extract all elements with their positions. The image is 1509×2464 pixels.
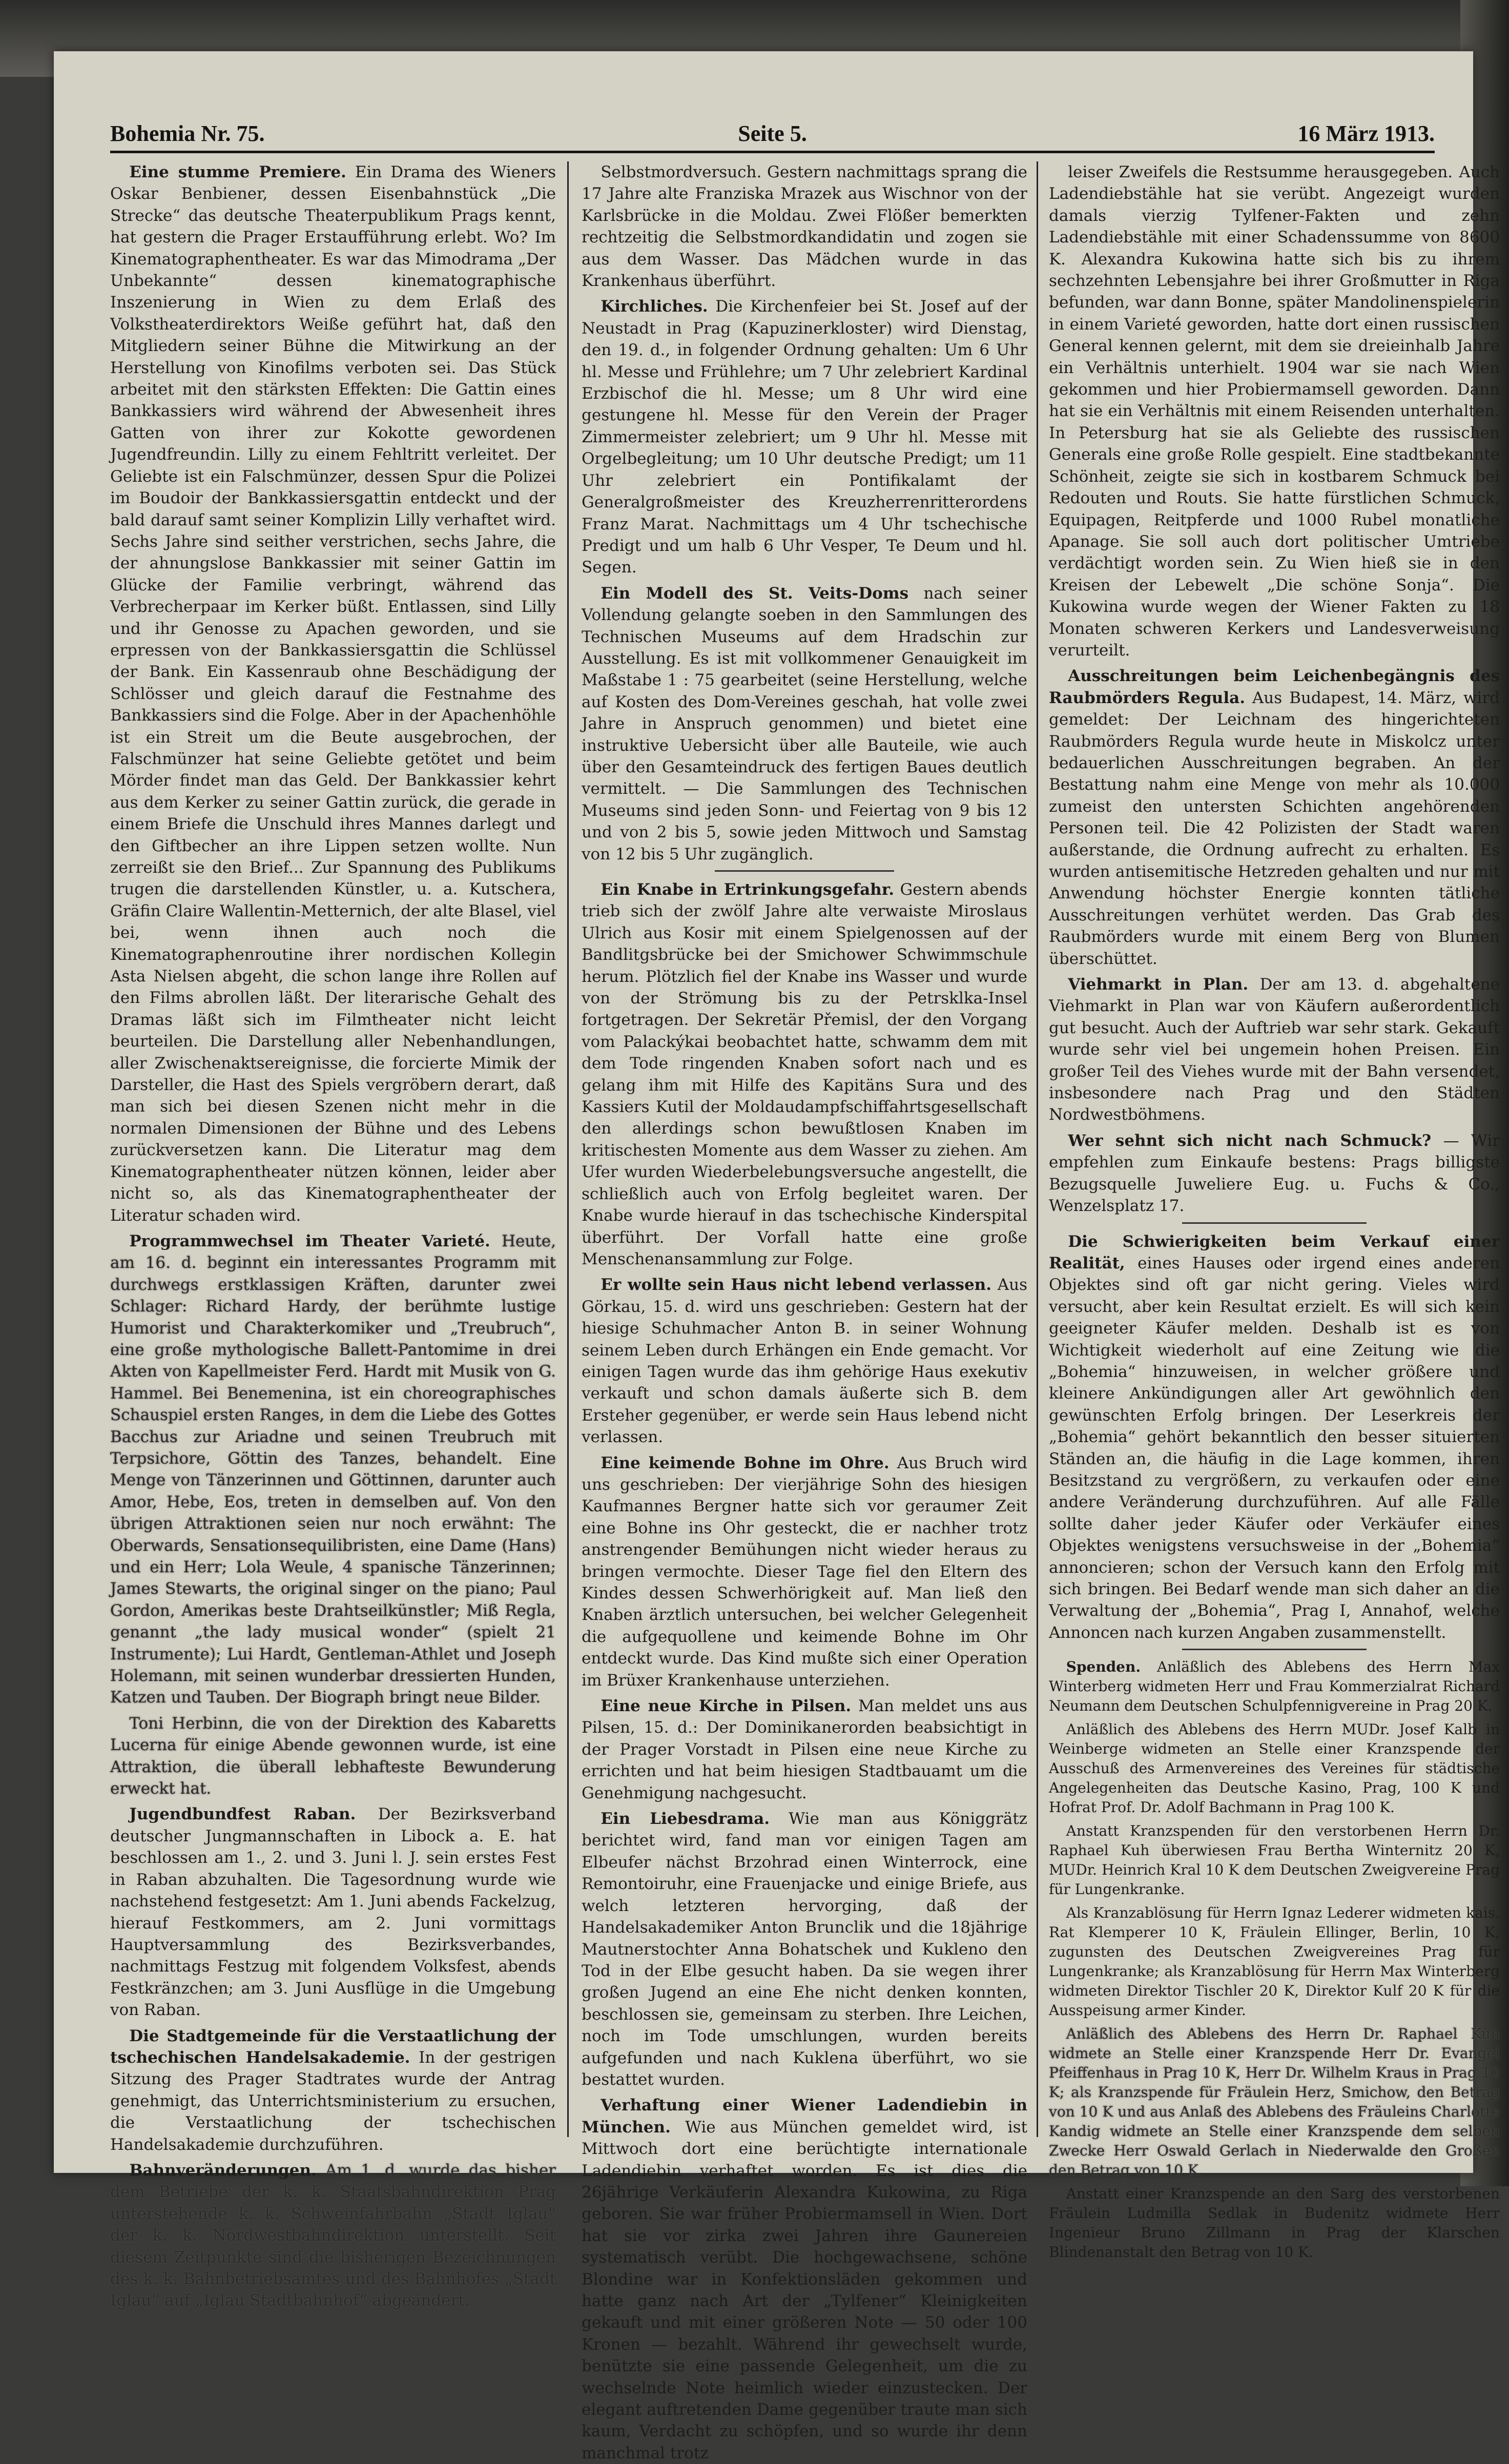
article (582, 2095, 1027, 2464)
article-title: Verhaftung einer Wiener Ladendiebin in München. (582, 2096, 1027, 2137)
article-text: In der gestrigen Sitzung des Prager Stadtrates wurde der Antrag genehmigt, das Unterrichtsministerium zu ersuchen, die Verstaatlichung der tschechischen Handelsakademie durchzuführen. (110, 2048, 556, 2154)
article (582, 1808, 1027, 2090)
newspaper-page (54, 51, 1500, 2462)
page-header (110, 118, 1435, 153)
article-text: Aus Budapest, 14. März, wird gemeldet: Der Leichnam des hingerichteten Raubmörders Regula wurde heute in Miskolcz unter bedauerlichen Ausschreitungen begraben. An der Bestattung nahm eine Menge von mehr als 10.000 zumeist den untersten Schichten angehörenden Personen teil. Die 42 Polizisten der Stadt waren außerstande, die Ordnung aufrecht zu erhalten. Es wurden antisemitische Hetzreden gehalten und nur mit Anwendung höchster Energie konnten tätliche Ausschreitungen verhütet werden. Das Grab des Raubmörders wurde mit einem Berg von Blumen überschüttet. (1049, 688, 1500, 968)
column-right (1049, 161, 1500, 2261)
article-text: Heute, am 16. d. beginnt ein interessantes Programm mit durchwegs erstklassigen Kräften, darunter zwei Schlager: Richard Hardy, der berühmte lustige Humorist und Charakterkomiker und „Treubruch“, eine große mythologische Ballett-Pantomime in drei Akten von Kapellmeister Ferd. Hardt mit Musik von G. Hammel. Bei Benemenina, ist ein choreographisches Schauspiel ersten Ranges, in dem die Liebe des Gottes Bacchus zur Ariadne und seinen Treubruch mit Terpsichore, Göttin des Tanzes, behandelt. Eine Menge von Tänzerinnen und Göttinnen, darunter auch Amor, Hebe, Eos, treten in demselben auf. Von den übrigen Attraktionen seien nur noch erwähnt: The Oberwards, Sensationsequilibristen, eine Dame (Hans) und ein Herr; Lola Weule, 4 spanische Tänzerinnen; James Stewarts, the original singer on the piano; Paul Gordon, Amerikas beste Drahtseilkünstler; Miß Regla, genannt „the lady musical wonder“ (spielt 21 Instrumente); Lui Hardt, Gentleman-Athlet und Joseph Holemann, mit seinen wunderbar dressierten Hunden, Katzen und Tauben. Der Biograph bringt neue Bilder. (110, 1231, 556, 1707)
article (110, 2160, 556, 2312)
article-title: Ein Modell des St. Veits-Doms (601, 584, 909, 603)
donation-notice (1049, 1903, 1500, 2020)
article-text: Der am 13. d. abgehaltene Viehmarkt in Plan war von Käufern außerordentlich gut besucht. Auch der Auftrieb war sehr stark. Gekauft wurde sehr viel bei ungemein hohen Preisen. Ein großer Teil des Viehes wurde mit der Bahn versendet, insbesondere nach Prag und den Städten Nordwestböhmens. (1049, 975, 1500, 1124)
article-text: Am 1. d. wurde das bisher dem Betriebe der k. k. Staatsbahndirektion Prag unterstehende k. k. Schweinfahrbahn „Stadt Iglau“ der k. k. Nordwestbahndirektion unterstellt. Seit diesem Zeitpunkte sind die bisherigen Bezeichnungen des k. k. Bahnbetriebsamtes und des Bahnhofes „Stadt Iglau“ auf „Iglau Stadtbahnhof“ abgeändert. (110, 2161, 556, 2310)
article-text: Wie aus München gemeldet wird, ist Mittwoch dort eine berüchtigte internationale Ladendiebin verhaftet worden. Es ist dies die 26jährige Verkäuferin Alexandra Kukowina, zu Riga geboren. Sie war früher Probiermamsell in Wien. Dort hat sie vor zirka zwei Jahren ihre Gaunereien systematisch verübt. Die hochgewachsene, schöne Blondine war in Konfektionsläden gekommen und hatte ganz nach Art der „Tylfener“ Kleinigkeiten gekauft und mit einer größeren Note — 50 oder 100 Kronen — bezahlt. Während ihr gewechselt wurde, benützte sie eine passende Gelegenheit, um die zu wechselnde Note heimlich wieder einzustecken. Der elegant auftretenden Dame gegenüber traute man sich kaum, Verdacht zu schöpfen, und so wurde ihr denn manchmal trotz (582, 2118, 1027, 2462)
article-text: Die Kirchenfeier bei St. Josef auf der Neustadt in Prag (Kapuzinerkloster) wird Dienstag, den 19. d., in folgender Ordnung gehalten: Um 6 Uhr hl. Messe und Frühlehre; um 7 Uhr zelebriert Kardinal Erzbischof die hl. Messe; um 8 Uhr wird eine gestungene hl. Messe für den Verein der Prager Zimmermeister zelebriert; um 9 Uhr hl. Messe mit Orgelbegleitung; um 10 Uhr deutsche Predigt; um 11 Uhr zelebriert ein Pontifikalamt der Generalgroßmeister des Kreuzherrenritterordens Franz Marat. Nachmittags um 4 Uhr tschechische Predigt und um halb 6 Uhr Vesper, Te Deum und hl. Segen. (582, 297, 1027, 577)
article-text: Selbstmordversuch. Gestern nachmittags sprang die 17 Jahre alte Franziska Mrazek aus Wischnor von der Karlsbrücke in die Moldau. Zwei Flößer bemerkten rechtzeitig die Selbstmordkandidatin und zogen sie aus dem Wasser. Das Mädchen wurde in das Krankenhaus überführt. (582, 163, 1027, 291)
article-text: eines Hauses oder irgend eines anderen Objektes sind oft gar nicht gering. Vieles wird versucht, aber kein Resultat erzielt. Es will sich kein geeigneter Käufer melden. Deshalb ist es von Wichtigkeit wiederholt auf eine Zeitung wie die „Bohemia“ hinzuweisen, in welcher größere und kleinere Ankündigungen aller Art gewöhnlich den gewünschten Erfolg bringen. Der Leserkreis der „Bohemia“ gehört bekanntlich den besser situierten Ständen an, die häufig in die Lage kommen, ihren Besitzstand zu vergrößern, zu verkaufen oder eine andere Veränderung durchzuführen. Auf alle Fälle sollte daher jeder Käufer oder Verkäufer eines Objektes wenigstens versuchsweise in der „Bohemia“ annoncieren; schon der Versuch kann den Erfolg mit sich bringen. Bei Bedarf wende man sich daher an die Verwaltung der „Bohemia“, Prag I, Annahof, welche Annoncen nach kurzen Angaben zusammenstellt. (1049, 1254, 1500, 1642)
donation-notice (1049, 1720, 1500, 1817)
donation-notice (1049, 1657, 1500, 1716)
article (110, 1230, 556, 1709)
article-title: Eine neue Kirche in Pilsen. (601, 1697, 852, 1716)
article-text: Anläßlich des Ablebens des Herrn Dr. Raphael Kuh widmete an Stelle einer Kranzspende Herr Dr. Evangel Pfeiffenhaus in Prag 10 K, Herr Dr. Wilhelm Kraus in Prag 10 K; als Kranzspende für Fräulein Herz, Smichow, den Betrag von 10 K und aus Anlaß des Ablebens des Fräuleins Charlotte Kandig widmete an Stelle einer Kranzspende dem selben Zwecke Herr Oswald Gerlach in Niederwalde den Großen den Betrag von 10 K. (1049, 2025, 1500, 2179)
issue-date: 16 März 1913. (1297, 121, 1435, 146)
article-text: — Wir empfehlen zum Einkaufe bestens: Prags billigste Bezugsquelle Juweliere Eug. u. Fuchs & Co., Wenzelsplatz 17. (1049, 1131, 1500, 1216)
article-separator (1182, 1649, 1367, 1650)
article-title: Ausschreitungen beim Leichenbegängnis des Raubmörders Regula. (1049, 667, 1500, 707)
article-separator (1182, 1222, 1367, 1224)
article-text: Anstatt Kranzspenden für den verstorbenen Herrn Dr. Raphael Kuh überwiesen Frau Bertha Winternitz 20 K, MUDr. Heinrich Kral 10 K dem Deutschen Zweigvereine Prag für Lungenkranke. (1049, 1822, 1500, 1898)
article (1049, 665, 1500, 970)
article-title: Wer sehnt sich nicht nach Schmuck? (1068, 1131, 1432, 1150)
donation-notice (1049, 2184, 1500, 2262)
article (110, 161, 556, 1226)
article-text: Als Kranzablösung für Herrn Ignaz Lederer widmeten kais. Rat Klemperer 10 K, Fräulein Ellinger, Berlin, 10 K, zugunsten des Deutschen Zweigvereines Prag für Lungenkranke; als Kranzablösung für Herrn Max Winterberg widmeten Direktor Tischler 20 K, Direktor Kulf 20 K für die Ausspeisung armer Kinder. (1049, 1904, 1500, 2019)
column-left (110, 161, 556, 2310)
column-divider-right (1037, 161, 1038, 2137)
article-title: Viehmarkt in Plan. (1068, 975, 1249, 994)
donation-notice (1049, 2024, 1500, 2180)
article-title: Eine stumme Premiere. (129, 163, 346, 181)
article-text: nach seiner Vollendung gelangte soeben in den Sammlungen des Technischen Museums auf dem Hradschin zur Ausstellung. Es ist mit vollkommener Genauigkeit im Maßstabe 1 : 75 gearbeitet (seine Herstellung, welche auf Kosten des Dom-Vereines geschah, hat volle zwei Jahre in Anspruch genommen) und bietet eine instruktive Uebersicht über alle Bauteile, wie auch über den Gesamteindruck des fertigen Baues deutlich vermittelt. — Die Sammlungen des Technischen Museums sind jeden Sonn- und Feiertag von 9 bis 12 und von 2 bis 5, sowie jeden Mittwoch und Samstag von 12 bis 5 Uhr zugänglich. (582, 584, 1027, 864)
article (582, 1452, 1027, 1691)
article-text: leiser Zweifels die Restsumme herausgegeben. Auch Ladendiebstähle hat sie verübt. Angezeigt wurden damals vierzig Tylfener-Fakten und zehn Ladendiebstähle mit einer Schadenssumme von 8600 K. Alexandra Kukowina hatte sich bis zu ihrem sechzehnten Lebensjahre bei ihrer Großmutter in Riga befunden, war dann Bonne, später Mandolinenspielerin in einem Varieté geworden, hatte dort einen russischen General kennen gelernt, mit dem sie dreieinhalb Jahre ein Verhältnis unterhielt. 1904 war sie nach Wien gekommen und hier Probiermamsell geworden. Dann hat sie ein Verhältnis mit einem Reisenden unterhalten. In Petersburg hat sie als Geliebte des russischen Generals eine große Rolle gespielt. Eine stadtbekannte Schönheit, zeigte sie sich in kostbarem Schmuck bei Redouten und Routs. Sie hatte fürstlichen Schmuck, Equipagen, Reitpferde und 1000 Rubel monatliche Apanage. Sie soll auch dort politischer Umtriebe verdächtigt worden sein. Zu Wien hieß sie in den Kreisen der Lebewelt „Die schöne Sonja“. Die Kukowina wurde wegen der Wiener Fakten zu 18 Monaten schweren Kerkers und Landesverweisung verurteilt. (1049, 163, 1500, 660)
article-text: Anläßlich des Ablebens des Herrn Max Winterberg widmeten Herr und Frau Kommerzialrat Richard Neumann dem Deutschen Schulpfennigvereine in Prag 20 K. (1049, 1658, 1500, 1715)
article-text: Anläßlich des Ablebens des Herrn MUDr. Josef Kalb in Weinberge widmeten an Stelle einer Kranzspende der Ausschuß des Armenvereines des Vereines für städtische Angelegenheiten das Deutsche Kasino, Prag, 100 K und Hofrat Prof. Dr. Adolf Bachmann in Prag 100 K. (1049, 1721, 1500, 1816)
article-text: Gestern abends trieb sich der zwölf Jahre alte verwaiste Miroslaus Ulrich aus Kosir mit einem Spielgenossen auf der Bandlitgsbrücke bei der Smichower Schwimmschule herum. Plötzlich fiel der Knabe ins Wasser und wurde von der Strömung bis zu der Petrsklka-Insel fortgetragen. Der Sekretär Přemisl, der den Vorgang vom Palackýkai beobachtet hatte, schwamm dem mit dem Tode ringenden Knaben sofort nach und es gelang ihm mit Hilfe des Kapitäns Sura und des Kassiers Kutil der Moldaudampfschiffahrtsgesellschaft den allerdings schon bewußtlosen Knaben im kritischesten Momente aus dem Wasser zu ziehen. Am Ufer wurden Wiederbelebungsversuche angestellt, die schließlich auch von Erfolg begleitet waren. Der Knabe wurde hierauf in das tschechische Kinderspital überführt. Der Vorfall hatte eine große Menschenansammlung zur Folge. (582, 880, 1027, 1268)
article-text: Aus Görkau, 15. d. wird uns geschrieben: Gestern hat der hiesige Schuhmacher Anton B. in seiner Wohnung seinem Leben durch Erhängen ein Ende gemacht. Vor einigen Tagen wurde das ihm gehörige Haus exekutiv verkauft und schon damals äußerte sich B. dem Ersteher gegenüber, er werde sein Haus lebend nicht verlassen. (582, 1276, 1027, 1447)
donation-notice (1049, 1821, 1500, 1899)
article-title: Die Stadtgemeinde für die Verstaatlichung der tschechischen Handelsakademie. (110, 2026, 556, 2067)
article (1049, 1231, 1500, 1644)
article (582, 296, 1027, 578)
article (1049, 161, 1500, 661)
column-middle (582, 161, 1028, 2462)
article-title: Die Schwierigkeiten beim Verkauf einer Realität, (1049, 1232, 1500, 1272)
article-title: Ein Liebesdrama. (601, 1810, 770, 1829)
article-text: Man meldet uns aus Pilsen, 15. d.: Der Dominikanerorden beabsichtigt in der Prager Vorstadt in Pilsen eine neue Kirche zu errichten und hat beim hiesigen Stadtbauamt um die Genehmigung nachgesucht. (582, 1697, 1028, 1802)
article-title: Bahnveränderungen. (129, 2161, 317, 2180)
article-title: Jugendbundfest Raban. (129, 1805, 356, 1824)
article-text: Der Bezirksverband deutscher Jungmannschaften in Libock a. E. hat beschlossen am 1., 2. und 3. Juni l. J. sein erstes Fest in Raban abzuhalten. Die Tagesordnung wurde wie nachstehend festgesetzt: Am 1. Juni abends Fackelzug, hierauf Festkommers, am 2. Juni vormittags Hauptversammlung des Bezirksverbandes, nachmittags Festzug mit folgendem Volksfest, abends Festkränzchen; am 3. Juni Ausflüge in die Umgebung von Raban. (110, 1805, 556, 2020)
article-title: Eine keimende Bohne im Ohre. (601, 1453, 890, 1472)
article (110, 2025, 556, 2155)
article-text: Anstatt einer Kranzspende an den Sarg des verstorbenen Fräulein Ludmilla Sedlak in Budenitz widmete Herr Ingenieur Bruno Zillmann in Prag der Klarschen Blindenanstalt den Betrag von 10 K. (1049, 2185, 1500, 2261)
article-text: Toni Herbinn, die von der Direktion des Kabaretts Lucerna für einige Abende gewonnen wurde, ist eine Attraktion, die überall lebhafteste Bewunderung erweckt hat. (110, 1714, 556, 1798)
article-text: Ein Drama des Wieners Oskar Benbiener, dessen Eisenbahnstück „Die Strecke“ das deutsche Theaterpublikum Prags kennt, hat gestern die Prager Erstaufführung erlebt. Wo? Im Kinematographentheater. Es war das Mimodrama „Der Unbekannte“ dessen kinematographische Inszenierung in Wien zu dem Erlaß des Volkstheaterdirektors Weiße geführt hat, daß den Mitgliedern seiner Bühne die Mitwirkung an der Herstellung von Kinofilms verboten sei. Das Stück arbeitet mit den stärksten Effekten: Die Gattin eines Bankkassiers wird während der Abwesenheit ihres Gatten von ihrer zur Kokotte gewordenen Jugendfreundin. Lilly zu einem Fehltritt verleitet. Der Geliebte ist ein Falschmünzer, dessen Spur die Polizei im Boudoir der Bankkassiersgattin entdeckt und der bald darauf samt seiner Komplizin Lilly verhaftet wird. Sechs Jahre sind seither verstrichen, sechs Jahre, die der ahnungslose Bankkassier mit seiner Gattin im Glücke der Familie verbringt, während das Verbrecherpaar im Kerker büßt. Entlassen, sind Lilly und ihr Genosse zu Apachen geworden, und sie erpressen von der Bankkassiersgattin die Schlüssel der Bank. Ein Kassenraub ohne Beschädigung der Schlösser und gleich darauf die Festnahme des Bankkassiers sind die Folge. Aber in der Apachenhöhle ist ein Streit um die Beute ausgebrochen, der Falschmünzer hat seine Geliebte getötet und beim Mörder findet man das Geld. Der Bankkassier kehrt aus dem Kerker zu seiner Gattin zurück, die gerade in einem Briefe die Unschuld ihres Mannes darlegt und den Giftbecher an ihre Lippen setzen wollte. Nun zerreißt sie den Brief... Zur Spannung des Publikums trugen die darstellenden Künstler, u. a. Kutschera, Gräfin Claire Wallentin-Metternich, der alte Blasel, viel bei, wenn ihnen auch noch die Kinematographenroutine ihrer nordischen Kollegin Asta Nielsen abgeht, die schon lange ihre Rollen auf den Films abrollen läßt. Der literarische Gehalt des Dramas läßt sich im Filmtheater nicht leicht beurteilen. Die Darstellung aller Nebenhandlungen, aller Zwischenaktsereignisse, die forcierte Mimik der Darsteller, die Hast des Spiels vergröbern derart, daß man sich bei diesen Szenen nicht mehr in die normalen Dimensionen der Bühne und des Lebens zurückversetzen kann. Die Literatur mag dem Kinematographentheater nützen können, leider aber nicht so, als das Kinematographentheater der Literatur schaden wird. (110, 163, 556, 1225)
article (582, 161, 1027, 292)
article (110, 1803, 556, 2021)
article-title: Programmwechsel im Theater Varieté. (129, 1231, 490, 1250)
publication-name: Bohemia Nr. 75. (110, 121, 265, 146)
page-number: Seite 5. (738, 121, 807, 146)
article-separator (715, 870, 894, 872)
article-title: Kirchliches. (601, 297, 708, 316)
article-text: Wie man aus Königgrätz berichtet wird, fand man vor einigen Tagen am Elbeufer nächst Brzohrad einen Winterrock, eine Remontoiruhr, eine Frauenjacke und einige Briefe, aus welch letzteren hervorging, daß der Handelsakademiker Anton Brunclik und die 18jährige Mautnerstochter Anna Bohatschek und Kukleno den Tod in der Elbe gesucht haben. Da sie wegen ihrer großen Jugend an eine Ehe nicht denken konnten, beschlossen sie, gemeinsam zu sterben. Ihre Leichen, noch im Tode umschlungen, wurden bereits aufgefunden und nach Kuklena überführt, wo sie bestattet wurden. (582, 1810, 1027, 2089)
article-title: Ein Knabe in Ertrinkungsgefahr. (601, 880, 894, 899)
article (582, 583, 1027, 865)
article-title: Spenden. (1066, 1658, 1141, 1676)
column-divider-left (567, 161, 569, 2137)
advertisement (1049, 1130, 1500, 1217)
article-text: Aus Bruch wird uns geschrieben: Der vierjährige Sohn des hiesigen Kaufmannes Bergner hatte sich vor geraumer Zeit eine Bohne ins Ohr gesteckt, die er nachher trotz anstrengender Bemühungen nicht wieder heraus zu bringen vermochte. Dieser Tage fiel den Eltern des Kindes dessen Schwerhörigkeit auf. Man ließ den Knaben ärztlich untersuchen, bei welcher Gelegenheit die aufgequollene und keimende Bohne im Ohr entdeckt wurde. Das Kind mußte sich einer Operation im Brüxer Krankenhause unterziehen. (582, 1453, 1027, 1690)
article (110, 1713, 556, 1800)
article (582, 1695, 1027, 1804)
article-title: Er wollte sein Haus nicht lebend verlassen. (601, 1276, 991, 1295)
article (1049, 974, 1500, 1126)
article (582, 1274, 1027, 1448)
article (582, 879, 1027, 1270)
